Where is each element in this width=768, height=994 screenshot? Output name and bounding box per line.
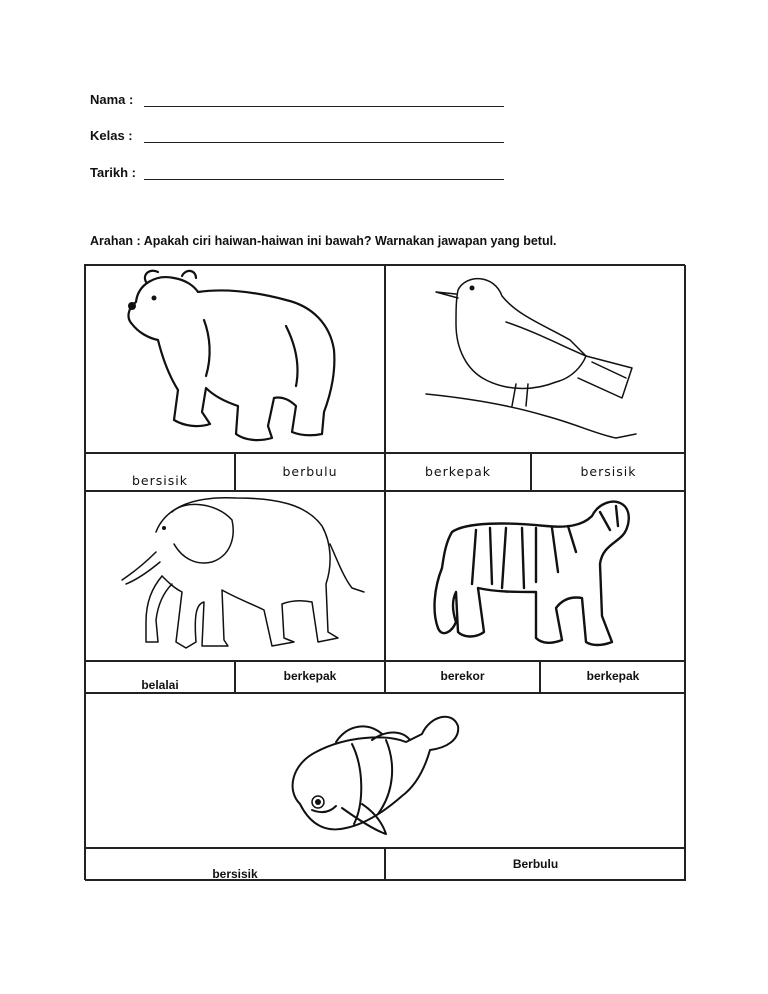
elephant-icon	[86, 492, 386, 662]
fish-option-2[interactable]	[385, 848, 686, 881]
option-label: Berbulu	[512, 857, 559, 871]
class-label: Kelas :	[90, 128, 133, 143]
option-label: bersisik	[132, 473, 188, 488]
option-label: berkepak	[586, 669, 640, 683]
tiger-option-1[interactable]	[385, 661, 540, 693]
fish-picture-cell	[85, 693, 686, 848]
date-field	[90, 165, 136, 180]
bird-icon	[386, 266, 687, 454]
option-label: berbulu	[282, 464, 338, 479]
elephant-option-2[interactable]	[235, 661, 385, 693]
bear-option-1[interactable]	[85, 453, 235, 491]
tiger-icon	[386, 492, 687, 662]
option-label: belalai	[141, 678, 179, 692]
bear-option-2[interactable]	[235, 453, 385, 491]
date-label: Tarikh :	[90, 165, 136, 180]
option-label: berekor	[440, 669, 485, 683]
tiger-option-2[interactable]	[540, 661, 686, 693]
worksheet-grid	[84, 264, 685, 880]
bird-picture-cell	[385, 265, 686, 453]
fish-icon	[86, 694, 687, 849]
tiger-picture-cell	[385, 491, 686, 661]
bird-option-2[interactable]	[531, 453, 686, 491]
instruction-text: Arahan : Apakah ciri haiwan-haiwan ini bawah? Warnakan jawapan yang betul.	[90, 234, 557, 248]
class-field	[90, 128, 136, 143]
option-label: bersisik	[212, 867, 258, 881]
option-label: bersisik	[580, 464, 637, 479]
bear-icon	[86, 266, 386, 454]
fish-option-1[interactable]	[85, 848, 385, 881]
name-field	[90, 92, 136, 107]
option-label: berkepak	[424, 464, 492, 479]
elephant-picture-cell	[85, 491, 385, 661]
elephant-option-1[interactable]	[85, 661, 235, 693]
name-line[interactable]	[144, 106, 504, 107]
name-label: Nama :	[90, 92, 134, 107]
bird-option-1[interactable]	[385, 453, 531, 491]
date-line[interactable]	[144, 179, 504, 180]
class-line[interactable]	[144, 142, 504, 143]
option-label: berkepak	[283, 669, 337, 683]
bear-picture-cell	[85, 265, 385, 453]
